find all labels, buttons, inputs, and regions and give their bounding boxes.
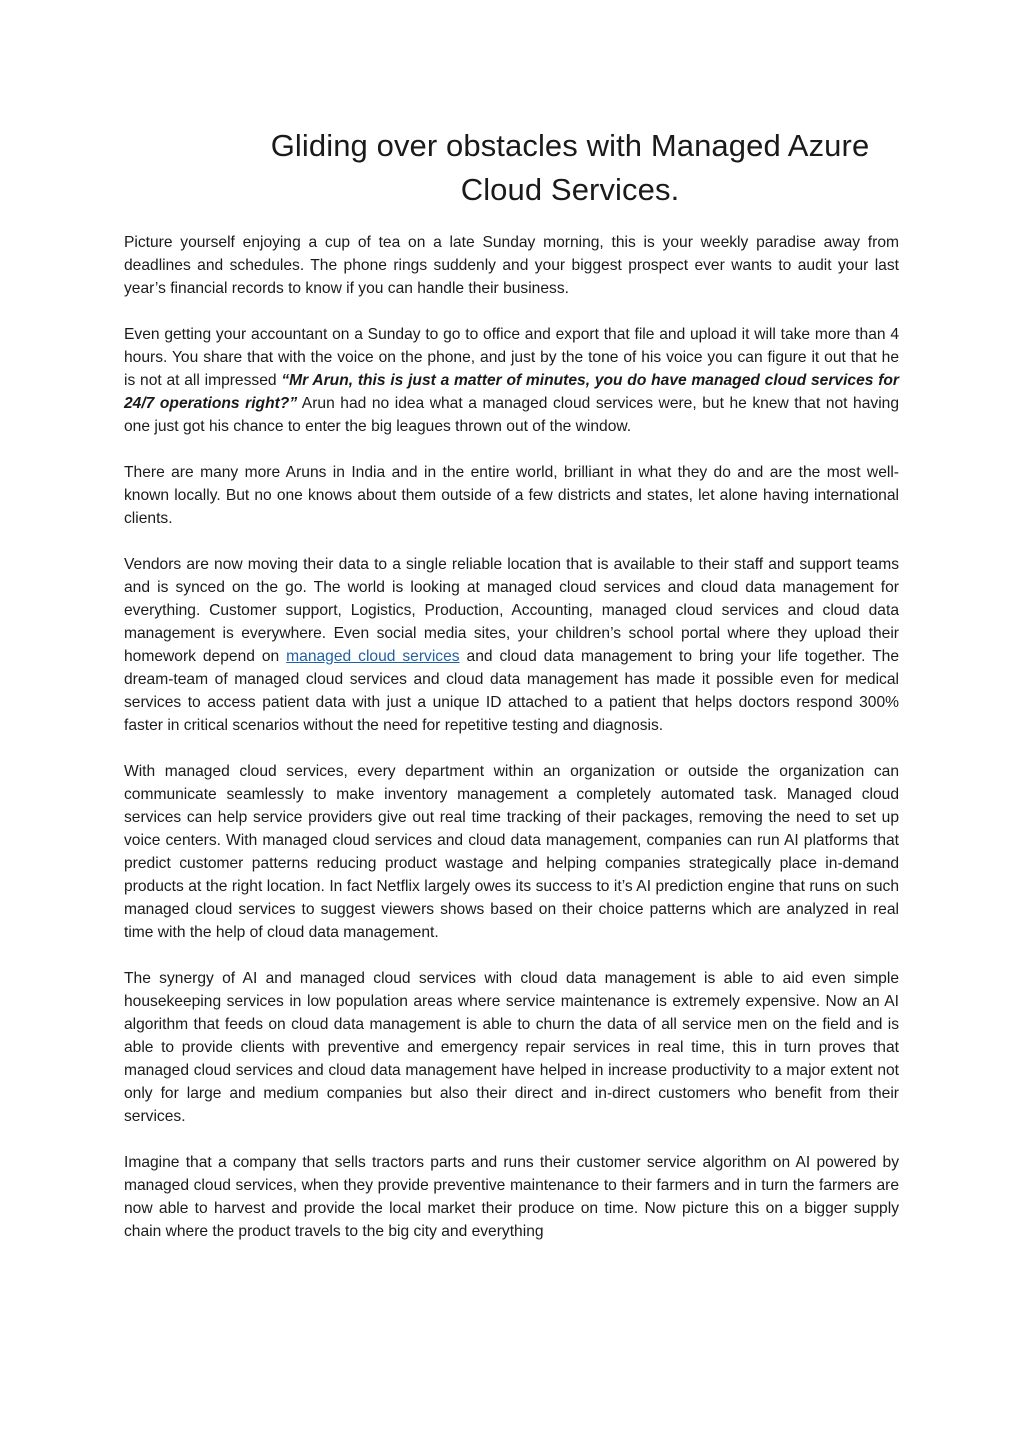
paragraph-2 [124, 323, 899, 438]
paragraph-6: The synergy of AI and managed cloud services with cloud data management is able to aid even simple housekeeping services in low population areas where service maintenance is extremely expensive. Now an AI algorithm that feeds on cloud data management is able to churn the data of all service men on the field and is able to provide clients with preventive and emergency repair services in real time, this in turn proves that managed cloud services and cloud data management have helped in increase productivity to a major extent not only for large and medium companies but also their direct and in-direct customers who benefit from their services. [124, 970, 899, 1125]
managed-cloud-services-link[interactable]: managed cloud services [286, 648, 460, 665]
paragraph-4-intro: Vendors are now moving their data to a single reliable location that is available to their staff and support teams and is synced on the go. The world is looking at managed cloud services and cloud data management for everything. Customer support, Logistics, Production, Accounting, managed cloud services and cloud data management is everywhere. Even social media sites, your children’s school portal where they upload their homework depend on [124, 556, 899, 665]
paragraph-2-intro: Even getting your accountant on a Sunday to go to office and export that file and upload it will take more than 4 hours. You share that with the voice on the phone, and just by the tone of his voice you can figure it out that he is not at all impressed [124, 326, 899, 389]
title-line-1: Gliding over obstacles with Managed Azure [270, 128, 870, 163]
paragraph-2-outro: Arun had no idea what a managed cloud services were, but he knew that not having one just got his chance to enter the big leagues thrown out of the window. [124, 395, 900, 435]
title-line-2: Cloud Services. [460, 172, 680, 207]
paragraph-1: Picture yourself enjoying a cup of tea on a late Sunday morning, this is your weekly paradise away from deadlines and schedules. The phone rings suddenly and your biggest prospect ever wants to audit your last year’s financial records to know if you can handle their business. [124, 234, 899, 297]
paragraph-4-outro: and cloud data management to bring your life together. The dream-team of managed cloud services and cloud data management has made it possible even for medical services to access patient data with just a unique ID attached to a patient that helps doctors respond 300% faster in critical scenarios without the need for repetitive testing and diagnosis. [124, 648, 899, 734]
paragraph-7: Imagine that a company that sells tractors parts and runs their customer service algorithm on AI powered by managed cloud services, when they provide preventive maintenance to their farmers and in turn the farmers are now able to harvest and provide the local market their produce on time. Now picture this on a bigger supply chain where the product travels to the big city and everything [124, 1154, 899, 1240]
paragraph-2-quote: “Mr Arun, this is just a matter of minutes, you do have managed cloud services for 24/7 operations right?” [124, 372, 899, 412]
paragraph-3: There are many more Aruns in India and in the entire world, brilliant in what they do and are the most well-known locally. But no one knows about them outside of a few districts and states, let alone having international clients. [124, 464, 899, 527]
paragraph-5: With managed cloud services, every department within an organization or outside the organization can communicate seamlessly to make inventory management a completely automated task. Managed cloud services can help service providers give out real time tracking of their packages, removing the need to set up voice centers. With managed cloud services and cloud data management, companies can run AI platforms that predict customer patterns reducing product wastage and helping companies strategically place in-demand products at the right location. In fact Netflix largely owes its success to it’s AI prediction engine that runs on such managed cloud services to suggest viewers shows based on their choice patterns which are analyzed in real time with the help of cloud data management. [124, 763, 899, 941]
document-body [124, 231, 899, 1266]
paragraph-4 [124, 553, 899, 737]
document-title [240, 124, 900, 212]
